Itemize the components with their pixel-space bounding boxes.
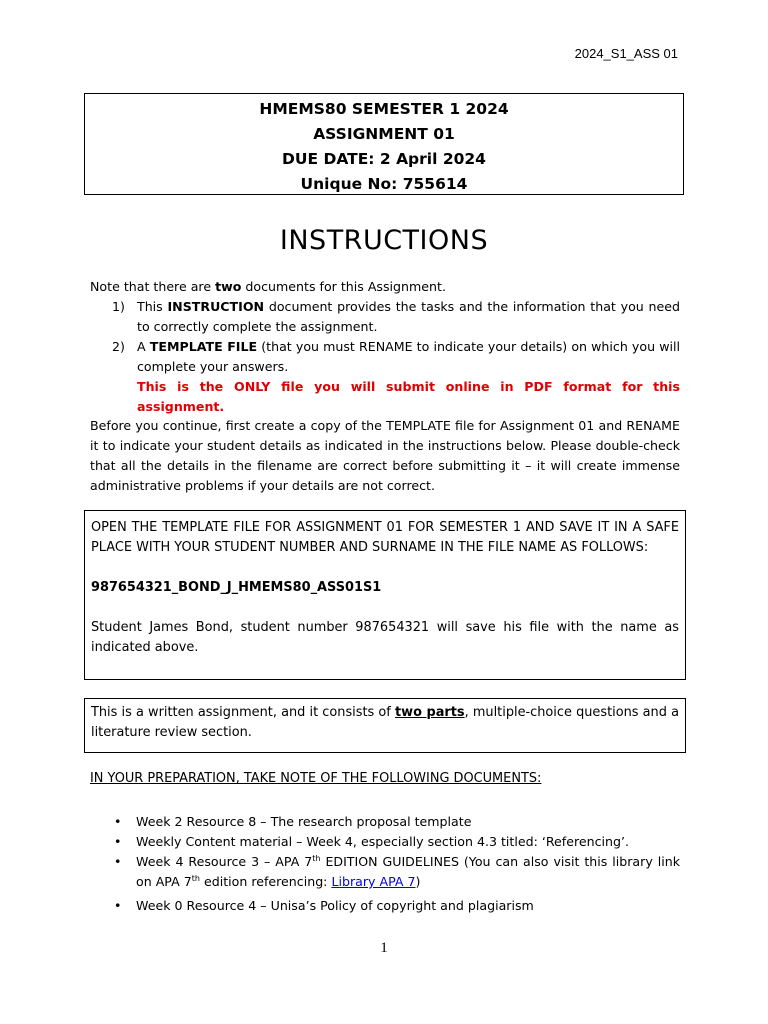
intro-lead (90, 277, 680, 297)
filename-instruction: OPEN THE TEMPLATE FILE FOR ASSIGNMENT 01 FOR SEMESTER 1 AND SAVE IT IN A SAFE PLACE WITH YOUR STUDENT NUMBER AND SURNAME IN THE FILE NAME AS FOLLOWS: (91, 520, 679, 555)
bullet-text-cont: EDITION GUIDELINES (You can also visit this library link on APA 7 (136, 854, 680, 889)
bullet-text-end: ) (415, 874, 421, 889)
list-item-template (90, 337, 680, 417)
library-apa7-link[interactable]: Library APA 7 (331, 874, 416, 889)
assignment-title: ASSIGNMENT 01 (313, 125, 455, 143)
item-bold: TEMPLATE FILE (149, 339, 258, 354)
bullet-text-cont: edition referencing: (199, 874, 332, 889)
item-bold: INSTRUCTION (167, 299, 265, 314)
bullet-icon: • (114, 834, 122, 849)
bullet-text: Week 0 Resource 4 – Unisa’s Policy of copyright and plagiarism (136, 898, 534, 913)
intro-section (90, 277, 680, 417)
item-text: This (137, 299, 168, 314)
instructions-heading: INSTRUCTIONS (279, 225, 489, 256)
assignment-parts-box (84, 698, 686, 753)
title-box (84, 93, 684, 195)
bullet-text: Week 4 Resource 3 – APA 7 (136, 854, 313, 869)
document-code: 2024_S1_ASS 01 (574, 46, 678, 61)
preparation-heading: IN YOUR PREPARATION, TAKE NOTE OF THE FOLLOWING DOCUMENTS: (90, 771, 542, 786)
parts-bold: two parts (395, 705, 465, 720)
bullet-icon: • (114, 814, 122, 829)
list-item (90, 832, 680, 852)
list-item (90, 812, 680, 832)
unique-number: Unique No: 755614 (300, 175, 468, 193)
course-title: HMEMS80 SEMESTER 1 2024 (259, 100, 509, 118)
list-number: 2) (112, 339, 125, 354)
superscript: th (312, 853, 321, 863)
page-number: 1 (380, 940, 388, 956)
list-number: 1) (112, 299, 125, 314)
bullet-icon: • (114, 898, 122, 913)
intro-lead-text: Note that there are (90, 279, 216, 294)
item-text-end: (that you must RENAME to indicate your details) on which you will complete your answers. (137, 339, 680, 374)
rename-instructions: Before you continue, first create a copy of the TEMPLATE file for Assignment 01 and RENAME it to indicate your student details as indicated in the instructions below. Please double-check that all the details in the filename are correct before submitting it – it will create immense administrative problems if your details are not correct. (90, 418, 680, 493)
list-item-instruction (90, 297, 680, 337)
intro-lead-text-end: documents for this Assignment. (241, 279, 446, 294)
due-date: DUE DATE: 2 April 2024 (282, 150, 486, 168)
item-text: A (137, 339, 150, 354)
preparation-list (90, 812, 680, 916)
document-list (90, 297, 680, 417)
bullet-icon: • (114, 854, 122, 869)
filename-box (84, 510, 686, 680)
superscript: th (191, 873, 200, 883)
intro-lead-bold: two (215, 279, 242, 294)
bullet-text: Week 2 Resource 8 – The research proposal template (136, 814, 472, 829)
item-text-end: document provides the tasks and the information that you need to correctly complete the assignment. (137, 299, 680, 334)
parts-text: This is a written assignment, and it consists of (91, 705, 395, 720)
parts-text-end: , multiple-choice questions and a literature review section. (91, 705, 679, 740)
bullet-text: Weekly Content material – Week 4, especially section 4.3 titled: ‘Referencing’. (136, 834, 629, 849)
example-filename: 987654321_BOND_J_HMEMS80_ASS01S1 (91, 580, 382, 595)
list-item (90, 896, 680, 916)
submission-warning: This is the ONLY file you will submit online in PDF format for this assignment. (137, 379, 680, 414)
filename-example-text: Student James Bond, student number 987654321 will save his file with the name as indicated above. (91, 620, 679, 655)
list-item (90, 852, 680, 892)
